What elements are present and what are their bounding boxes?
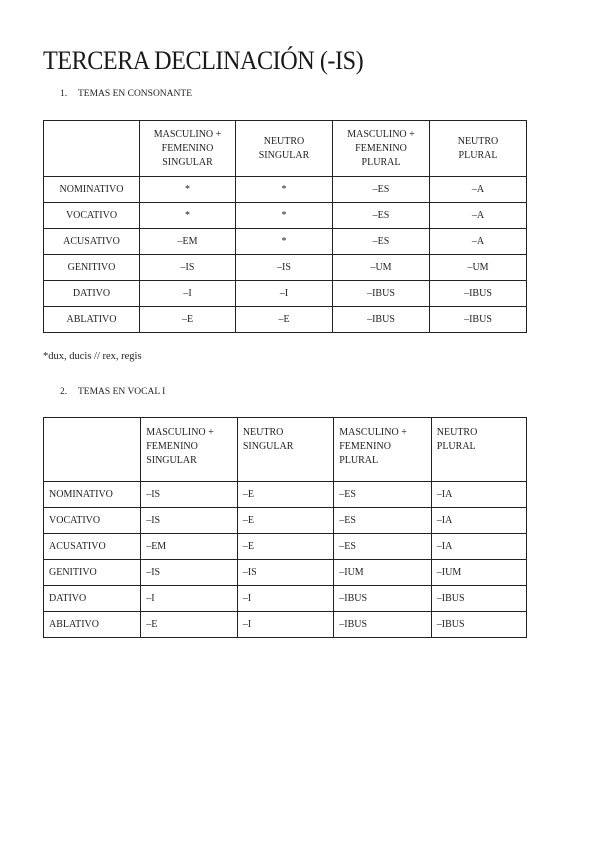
case-label: NOMINATIVO	[44, 482, 141, 508]
header-cell-empty	[44, 121, 140, 177]
case-label: VOCATIVO	[44, 203, 140, 229]
table-row	[44, 255, 527, 281]
ending-cell: –A	[430, 177, 527, 203]
header-cell-masc-fem-plural: MASCULINO + FEMENINO PLURAL	[334, 418, 432, 482]
table-header-row	[44, 121, 527, 177]
table-row	[44, 534, 527, 560]
section-number: 2.	[60, 387, 68, 397]
case-label: GENITIVO	[44, 560, 141, 586]
case-label: ABLATIVO	[44, 307, 140, 333]
table-row	[44, 307, 527, 333]
ending-cell: –IS	[236, 255, 333, 281]
ending-cell: *	[236, 203, 333, 229]
header-cell-empty	[44, 418, 141, 482]
ending-cell: –IBUS	[333, 307, 430, 333]
section-heading-vowel-i	[60, 387, 165, 397]
ending-cell: *	[236, 177, 333, 203]
footnote: *dux, ducis // rex, regis	[43, 351, 142, 362]
ending-cell: –IA	[431, 534, 526, 560]
case-label: VOCATIVO	[44, 508, 141, 534]
ending-cell: –ES	[334, 508, 432, 534]
ending-cell: –E	[141, 612, 238, 638]
header-cell-neuter-plural: NEUTRO PLURAL	[430, 121, 527, 177]
header-cell-masc-fem-singular: MASCULINO + FEMENINO SINGULAR	[141, 418, 238, 482]
table-row	[44, 229, 527, 255]
section-number: 1.	[60, 89, 68, 99]
case-label: DATIVO	[44, 586, 141, 612]
ending-cell: –IBUS	[430, 281, 527, 307]
ending-cell: –IS	[141, 482, 238, 508]
ending-cell: –ES	[333, 177, 430, 203]
ending-cell: *	[140, 203, 236, 229]
ending-cell: –UM	[333, 255, 430, 281]
table-row	[44, 203, 527, 229]
ending-cell: –IBUS	[431, 612, 526, 638]
ending-cell: –IBUS	[431, 586, 526, 612]
ending-cell: –I	[237, 612, 333, 638]
ending-cell: –A	[430, 203, 527, 229]
ending-cell: –EM	[140, 229, 236, 255]
ending-cell: –I	[141, 586, 238, 612]
header-cell-masc-fem-plural: MASCULINO + FEMENINO PLURAL	[333, 121, 430, 177]
ending-cell: –E	[237, 508, 333, 534]
section-heading-consonant	[60, 89, 192, 99]
page-title: TERCERA DECLINACIÓN (-IS)	[43, 46, 364, 75]
ending-cell: –IA	[431, 508, 526, 534]
ending-cell: –IA	[431, 482, 526, 508]
ending-cell: –IS	[141, 508, 238, 534]
ending-cell: –IBUS	[334, 586, 432, 612]
ending-cell: –IUM	[334, 560, 432, 586]
ending-cell: –IUM	[431, 560, 526, 586]
case-label: ACUSATIVO	[44, 229, 140, 255]
table-row	[44, 508, 527, 534]
case-label: DATIVO	[44, 281, 140, 307]
ending-cell: –ES	[333, 229, 430, 255]
header-cell-masc-fem-singular: MASCULINO + FEMENINO SINGULAR	[140, 121, 236, 177]
ending-cell: –UM	[430, 255, 527, 281]
ending-cell: –IS	[140, 255, 236, 281]
ending-cell: –E	[236, 307, 333, 333]
ending-cell: –A	[430, 229, 527, 255]
table-row	[44, 281, 527, 307]
case-label: ABLATIVO	[44, 612, 141, 638]
ending-cell: *	[140, 177, 236, 203]
ending-cell: –I	[237, 586, 333, 612]
ending-cell: –ES	[334, 534, 432, 560]
ending-cell: –IS	[141, 560, 238, 586]
section-heading-text: TEMAS EN CONSONANTE	[78, 89, 192, 99]
header-cell-neuter-singular: NEUTRO SINGULAR	[236, 121, 333, 177]
ending-cell: –IBUS	[430, 307, 527, 333]
table-row	[44, 482, 527, 508]
declension-table-consonant	[43, 120, 527, 333]
ending-cell: –I	[140, 281, 236, 307]
header-cell-neuter-plural: NEUTRO PLURAL	[431, 418, 526, 482]
case-label: GENITIVO	[44, 255, 140, 281]
ending-cell: –EM	[141, 534, 238, 560]
table-row	[44, 586, 527, 612]
declension-table-vowel-i	[43, 417, 527, 638]
ending-cell: –ES	[333, 203, 430, 229]
ending-cell: –I	[236, 281, 333, 307]
case-label: ACUSATIVO	[44, 534, 141, 560]
table-row	[44, 177, 527, 203]
case-label: NOMINATIVO	[44, 177, 140, 203]
ending-cell: –E	[140, 307, 236, 333]
section-heading-text: TEMAS EN VOCAL I	[78, 387, 166, 397]
ending-cell: –IBUS	[334, 612, 432, 638]
ending-cell: –IS	[237, 560, 333, 586]
table-row	[44, 612, 527, 638]
header-cell-neuter-singular: NEUTRO SINGULAR	[237, 418, 333, 482]
table-row	[44, 560, 527, 586]
ending-cell: *	[236, 229, 333, 255]
ending-cell: –E	[237, 482, 333, 508]
table-header-row	[44, 418, 527, 482]
ending-cell: –ES	[334, 482, 432, 508]
ending-cell: –IBUS	[333, 281, 430, 307]
ending-cell: –E	[237, 534, 333, 560]
